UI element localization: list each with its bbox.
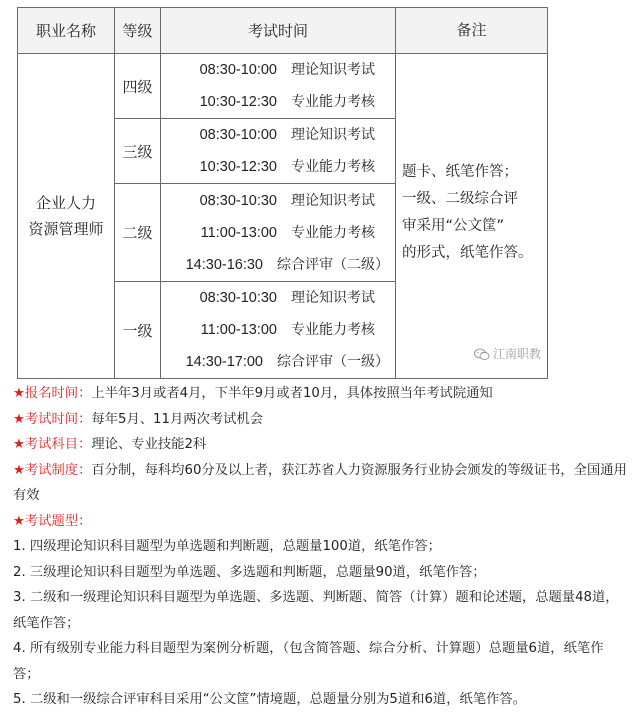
session-row	[161, 282, 395, 314]
star-icon: ★	[13, 462, 25, 478]
note-label: 报名时间：	[24, 386, 92, 401]
session-row	[161, 151, 395, 183]
session-time: 08:30-10:00	[199, 127, 277, 143]
session-subject: 专业能力考核	[291, 159, 375, 175]
level-cell: 三级	[115, 119, 161, 184]
session-row	[161, 119, 395, 151]
note-text: 每年5月、11月两次考试机会	[91, 411, 264, 427]
watermark	[474, 341, 541, 368]
session-time: 08:30-10:00	[199, 62, 277, 78]
occupation-cell	[18, 54, 115, 379]
list-item: 5. 二级和一级综合评审科目采用“公文筐”情境题，总题量分别为5道和6道，纸笔作答。	[13, 692, 526, 707]
note-registration	[13, 381, 628, 407]
header-level: 等级	[115, 8, 161, 54]
note-line: 题卡、纸笔作答；	[402, 164, 518, 180]
star-icon: ★	[13, 411, 25, 427]
note-subjects	[13, 432, 628, 458]
star-icon: ★	[13, 437, 25, 452]
note-line: 审采用“公文筐”	[402, 218, 505, 234]
session-time: 08:30-10:30	[199, 290, 277, 306]
exam-notes	[13, 381, 628, 713]
header-occupation: 职业名称	[18, 8, 115, 54]
note-types-heading	[13, 509, 628, 535]
table-header-row	[18, 8, 548, 54]
note-label: 考试题型：	[24, 513, 92, 529]
time-cell	[161, 54, 396, 119]
note-cell	[396, 54, 548, 379]
session-subject: 专业能力考核	[291, 94, 375, 110]
session-subject: 专业能力考核	[291, 224, 375, 241]
session-time: 14:30-16:30	[185, 256, 263, 273]
time-cell	[161, 184, 396, 282]
list-item: 4. 所有级别专业能力科目题型为案例分析题，（包含简答题、综合分析、计算题）总题量6道，纸笔作答；	[13, 641, 604, 682]
session-row	[161, 346, 395, 378]
session-subject: 理论知识考试	[291, 62, 375, 78]
session-row	[161, 54, 395, 86]
session-subject: 专业能力考核	[291, 322, 375, 338]
level-cell: 二级	[115, 184, 161, 282]
session-row	[161, 314, 395, 346]
wechat-icon	[474, 348, 490, 361]
note-text: 理论、专业技能2科	[91, 437, 207, 452]
note-system	[13, 458, 628, 509]
list-item: 2. 三级理论知识科目题型为单选题、多选题和判断题，总题量90道，纸笔作答；	[13, 564, 486, 580]
list-item: 1. 四级理论知识科目题型为单选题和判断题，总题量100道，纸笔作答；	[13, 539, 441, 554]
star-icon: ★	[13, 386, 25, 401]
watermark-text: 江南职教	[492, 347, 541, 361]
session-time: 11:00-13:00	[200, 322, 277, 338]
note-exam-time	[13, 407, 628, 433]
note-label: 考试时间：	[24, 411, 92, 427]
session-subject: 理论知识考试	[291, 127, 375, 143]
session-subject: 理论知识考试	[291, 290, 375, 306]
note-text: 上半年3月或者4月，下半年9月或者10月，具体按照当年考试院通知	[91, 386, 493, 401]
session-subject: 综合评审（二级）	[277, 256, 389, 273]
level-cell: 四级	[115, 54, 161, 119]
session-row	[161, 249, 395, 281]
star-icon: ★	[13, 513, 25, 529]
time-cell	[161, 119, 396, 184]
occupation-line: 企业人力	[35, 194, 96, 212]
note-text: 百分制，每科均60分及以上者，获江苏省人力资源服务行业协会颁发的等级证书，全国通用有效	[13, 462, 627, 503]
session-row	[161, 86, 395, 118]
session-time: 14:30-17:00	[185, 354, 263, 370]
session-time: 10:30-12:30	[199, 94, 277, 110]
header-exam-time: 考试时间	[161, 8, 396, 54]
occupation-line: 资源管理师	[28, 220, 104, 238]
session-row	[161, 185, 395, 217]
session-subject: 综合评审（一级）	[277, 354, 389, 370]
session-time: 08:30-10:30	[199, 192, 277, 209]
note-label: 考试制度：	[24, 462, 92, 478]
session-time: 11:00-13:00	[200, 224, 277, 241]
exam-schedule-table	[17, 7, 548, 379]
list-item: 3. 二级和一级理论知识科目题型为单选题、多选题、判断题、简答（计算）题和论述题，总题量48道，纸笔作答；	[13, 590, 619, 631]
note-label: 考试科目：	[24, 437, 92, 452]
header-note: 备注	[396, 8, 548, 54]
time-cell	[161, 282, 396, 379]
table-row	[18, 54, 548, 119]
level-cell: 一级	[115, 282, 161, 379]
session-subject: 理论知识考试	[291, 192, 375, 209]
note-line: 一级、二级综合评	[402, 191, 518, 207]
session-time: 10:30-12:30	[199, 159, 277, 175]
note-line: 的形式，纸笔作答。	[402, 245, 533, 261]
session-row	[161, 217, 395, 249]
